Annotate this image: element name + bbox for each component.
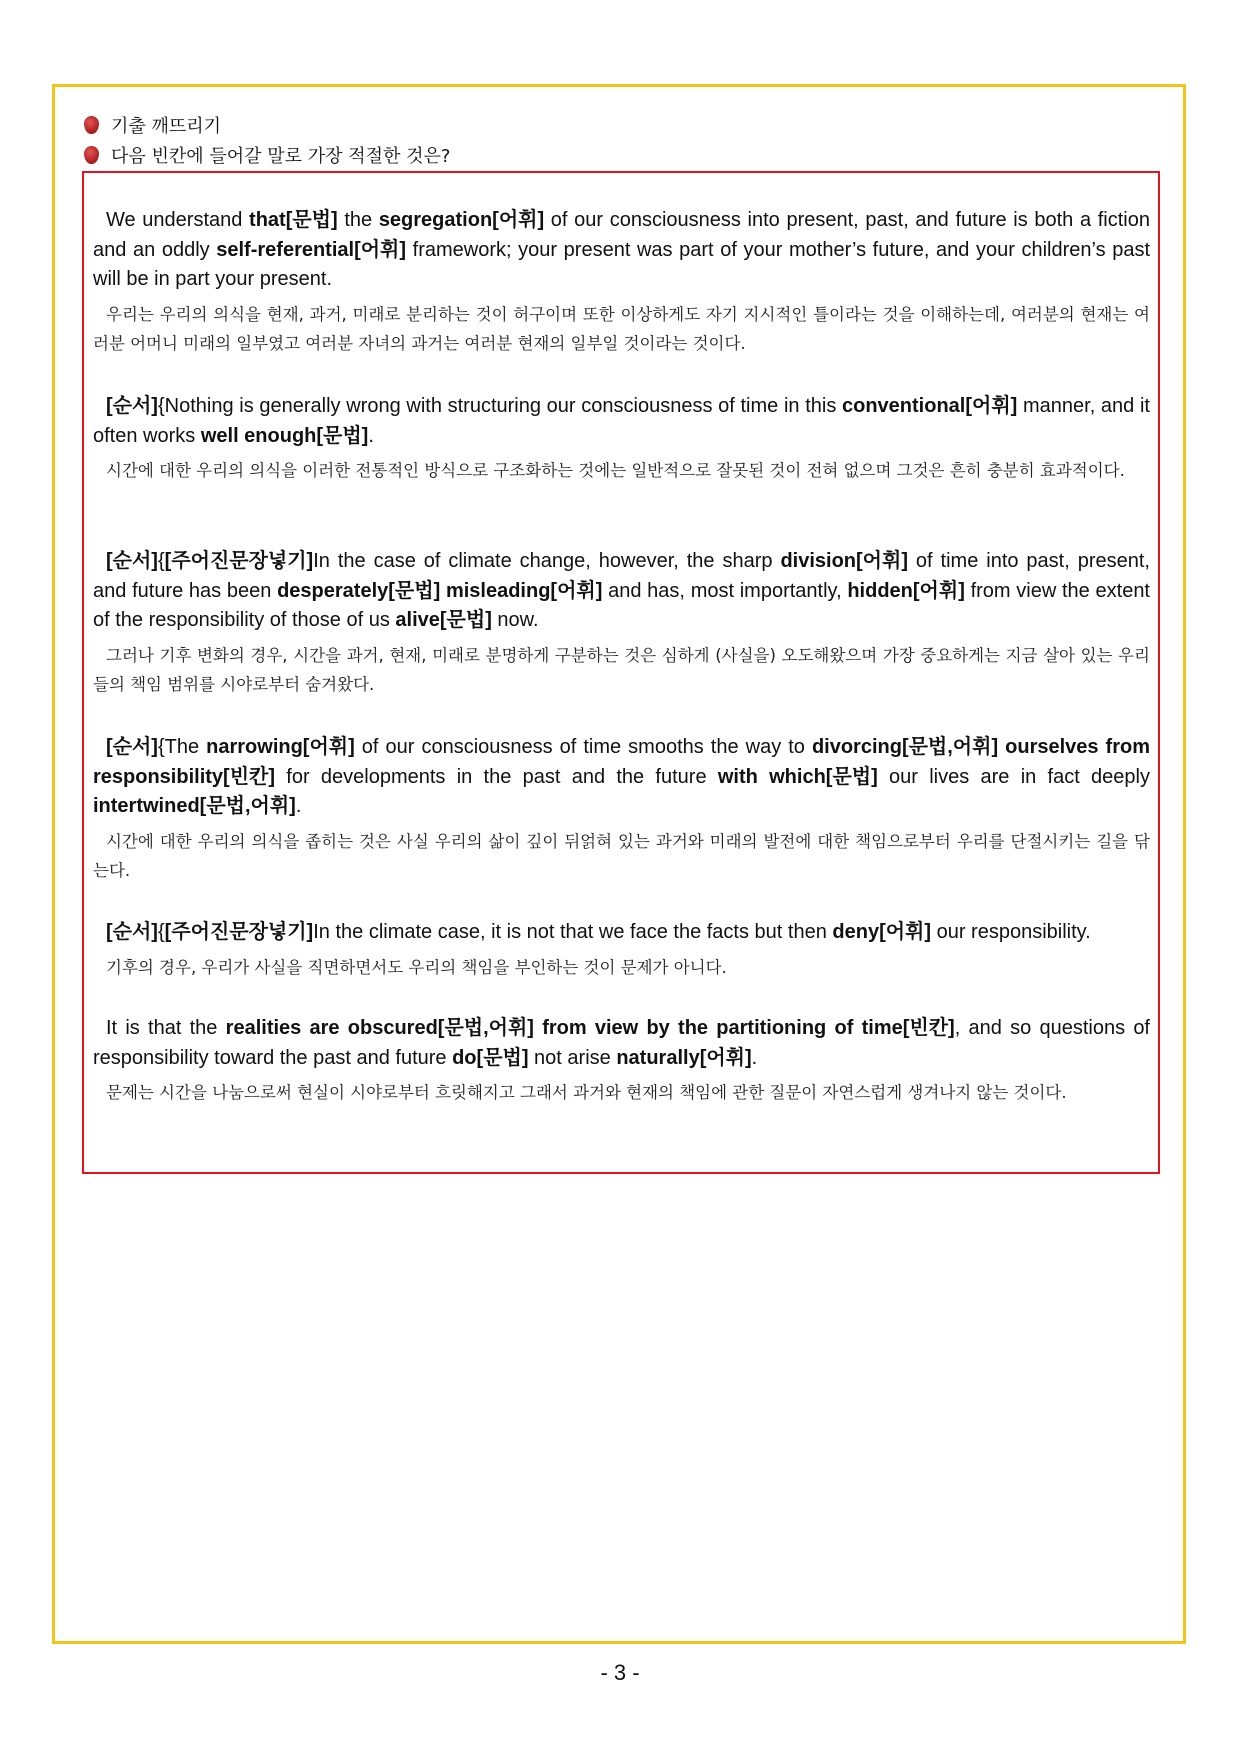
text-run: We understand <box>106 209 250 231</box>
paragraph-korean: 우리는 우리의 의식을 현재, 과거, 미래로 분리하는 것이 허구이며 또한 이상하게도 자기 지시적인 틀이라는 것을 이해하는데, 여러분의 현재는 여러분 어머니 미래의 일부였고 여러분 자녀의 과거는 여러분 현재의 일부일 것이라는 것이다. <box>93 304 1150 353</box>
text-run: In the climate case, it is not that we face the facts but then <box>313 921 833 943</box>
paragraph-korean: 문제는 시간을 나눔으로써 현실이 시야로부터 흐릿해지고 그래서 과거와 현재의 책임에 관한 질문이 자연스럽게 생겨나지 않는 것이다. <box>106 1083 1067 1102</box>
annotated-phrase: intertwined[문법,어휘] <box>93 795 296 817</box>
annotated-phrase: [주어진문장넣기] <box>164 550 314 572</box>
text-run: framework; your present was part of your mother’s future, and your children’s past will be in part your present. <box>93 238 1150 290</box>
text-run: . <box>368 424 374 447</box>
paragraph-korean: 그러나 기후 변화의 경우, 시간을 과거, 현재, 미래로 분명하게 구분하는 것은 심하게 (사실을) 오도해왔으며 가장 중요하게는 지금 살아 있는 우리들의 책임 범위를 시야로부터 숨겨왔다. <box>93 645 1150 694</box>
annotated-phrase: alive[문법] <box>395 609 492 631</box>
text-run: { <box>157 550 165 572</box>
paragraph-2 <box>93 392 1150 486</box>
annotated-phrase: that[문법] <box>249 209 338 231</box>
text-run: now. <box>491 609 539 631</box>
paragraph-korean: 시간에 대한 우리의 의식을 이러한 전통적인 방식으로 구조화하는 것에는 일반적으로 잘못된 것이 전혀 없으며 그것은 흔히 충분히 효과적이다. <box>106 461 1125 480</box>
annotated-phrase: [순서] <box>106 736 158 758</box>
text-run: { <box>157 921 165 943</box>
annotated-phrase: realities are obscured[문법,어휘] from view by the partitioning of time[빈칸] <box>225 1017 955 1039</box>
annotated-phrase: hidden[어휘] <box>847 579 965 602</box>
paragraph-korean: 기후의 경우, 우리가 사실을 직면하면서도 우리의 책임을 부인하는 것이 문제가 아니다. <box>106 957 727 977</box>
text-run: of our consciousness of time smooths the way to <box>354 736 812 758</box>
text-run: not arise <box>528 1046 617 1069</box>
bullet-icon <box>84 146 99 164</box>
annotated-phrase: division[어휘] <box>780 550 908 572</box>
text-run: for developments in the past and the future <box>275 765 718 788</box>
annotated-phrase: self-referential[어휘] <box>216 238 407 261</box>
paragraph-english <box>93 392 1150 451</box>
text-run: . <box>751 1046 758 1069</box>
paragraph-english <box>93 1014 1150 1073</box>
annotated-phrase: naturally[어휘] <box>616 1046 752 1069</box>
section-heading <box>84 112 221 138</box>
annotated-phrase: conventional[어휘] <box>842 395 1018 417</box>
text-run: {Nothing is generally wrong with structuring our consciousness of time in this <box>157 395 842 417</box>
paragraph-5 <box>93 918 1150 982</box>
annotated-phrase: desperately[문법] <box>277 579 441 602</box>
text-run: our lives are in fact deeply <box>877 765 1150 788</box>
paragraph-english <box>93 918 1150 948</box>
text-run: of time into past, present, and future has been <box>93 550 1150 602</box>
text-run: of our consciousness into present, past, and future is both a fiction and an oddly <box>93 209 1150 261</box>
paragraph-6 <box>93 1014 1150 1108</box>
text-run: It is that the <box>106 1017 226 1039</box>
paragraph-english <box>93 547 1150 636</box>
annotated-phrase: do[문법] <box>452 1046 529 1069</box>
bullet-icon <box>84 116 99 134</box>
text-run: . <box>295 795 302 817</box>
annotated-phrase: deny[어휘] <box>832 921 932 943</box>
annotated-phrase: [순서] <box>106 395 158 417</box>
text-run: from view the extent of the responsibility of those of us <box>93 579 1150 631</box>
text-run: the <box>337 209 379 231</box>
annotated-phrase: well enough[문법] <box>200 424 369 447</box>
annotated-phrase: misleading[어휘] <box>445 579 603 602</box>
annotated-phrase: divorcing[문법,어휘] ourselves from responsibility[빈칸] <box>93 736 1150 788</box>
annotated-phrase: [주어진문장넣기] <box>164 921 314 943</box>
question-prompt-label: 다음 빈칸에 들어갈 말로 가장 적절한 것은? <box>111 146 451 167</box>
page-number: - 3 - <box>600 1660 640 1685</box>
annotated-phrase: [순서] <box>106 550 158 572</box>
text-run: {The <box>157 736 207 758</box>
annotated-phrase: with which[문법] <box>717 765 878 788</box>
paragraph-1 <box>93 206 1150 359</box>
section-heading-label: 기출 깨뜨리기 <box>111 116 222 137</box>
annotated-phrase: narrowing[어휘] <box>206 736 355 758</box>
paragraph-korean: 시간에 대한 우리의 의식을 좁히는 것은 사실 우리의 삶이 깊이 뒤얽혀 있는 과거와 미래의 발전에 대한 책임으로부터 우리를 단절시키는 길을 닦는다. <box>93 831 1150 880</box>
paragraph-english <box>93 206 1150 295</box>
annotated-phrase: segregation[어휘] <box>378 209 545 231</box>
text-run: In the case of climate change, however, the sharp <box>313 550 781 572</box>
annotated-phrase: [순서] <box>106 921 158 943</box>
text-run: manner, and it often works <box>93 395 1150 447</box>
question-prompt <box>84 142 450 168</box>
paragraph-4 <box>93 733 1150 886</box>
paragraph-3 <box>93 547 1150 700</box>
text-run: , and so questions of responsibility toward the past and future <box>93 1017 1150 1069</box>
text-run: and has, most importantly, <box>602 579 848 602</box>
paragraph-english <box>93 733 1150 822</box>
text-run: our responsibility. <box>931 921 1091 943</box>
